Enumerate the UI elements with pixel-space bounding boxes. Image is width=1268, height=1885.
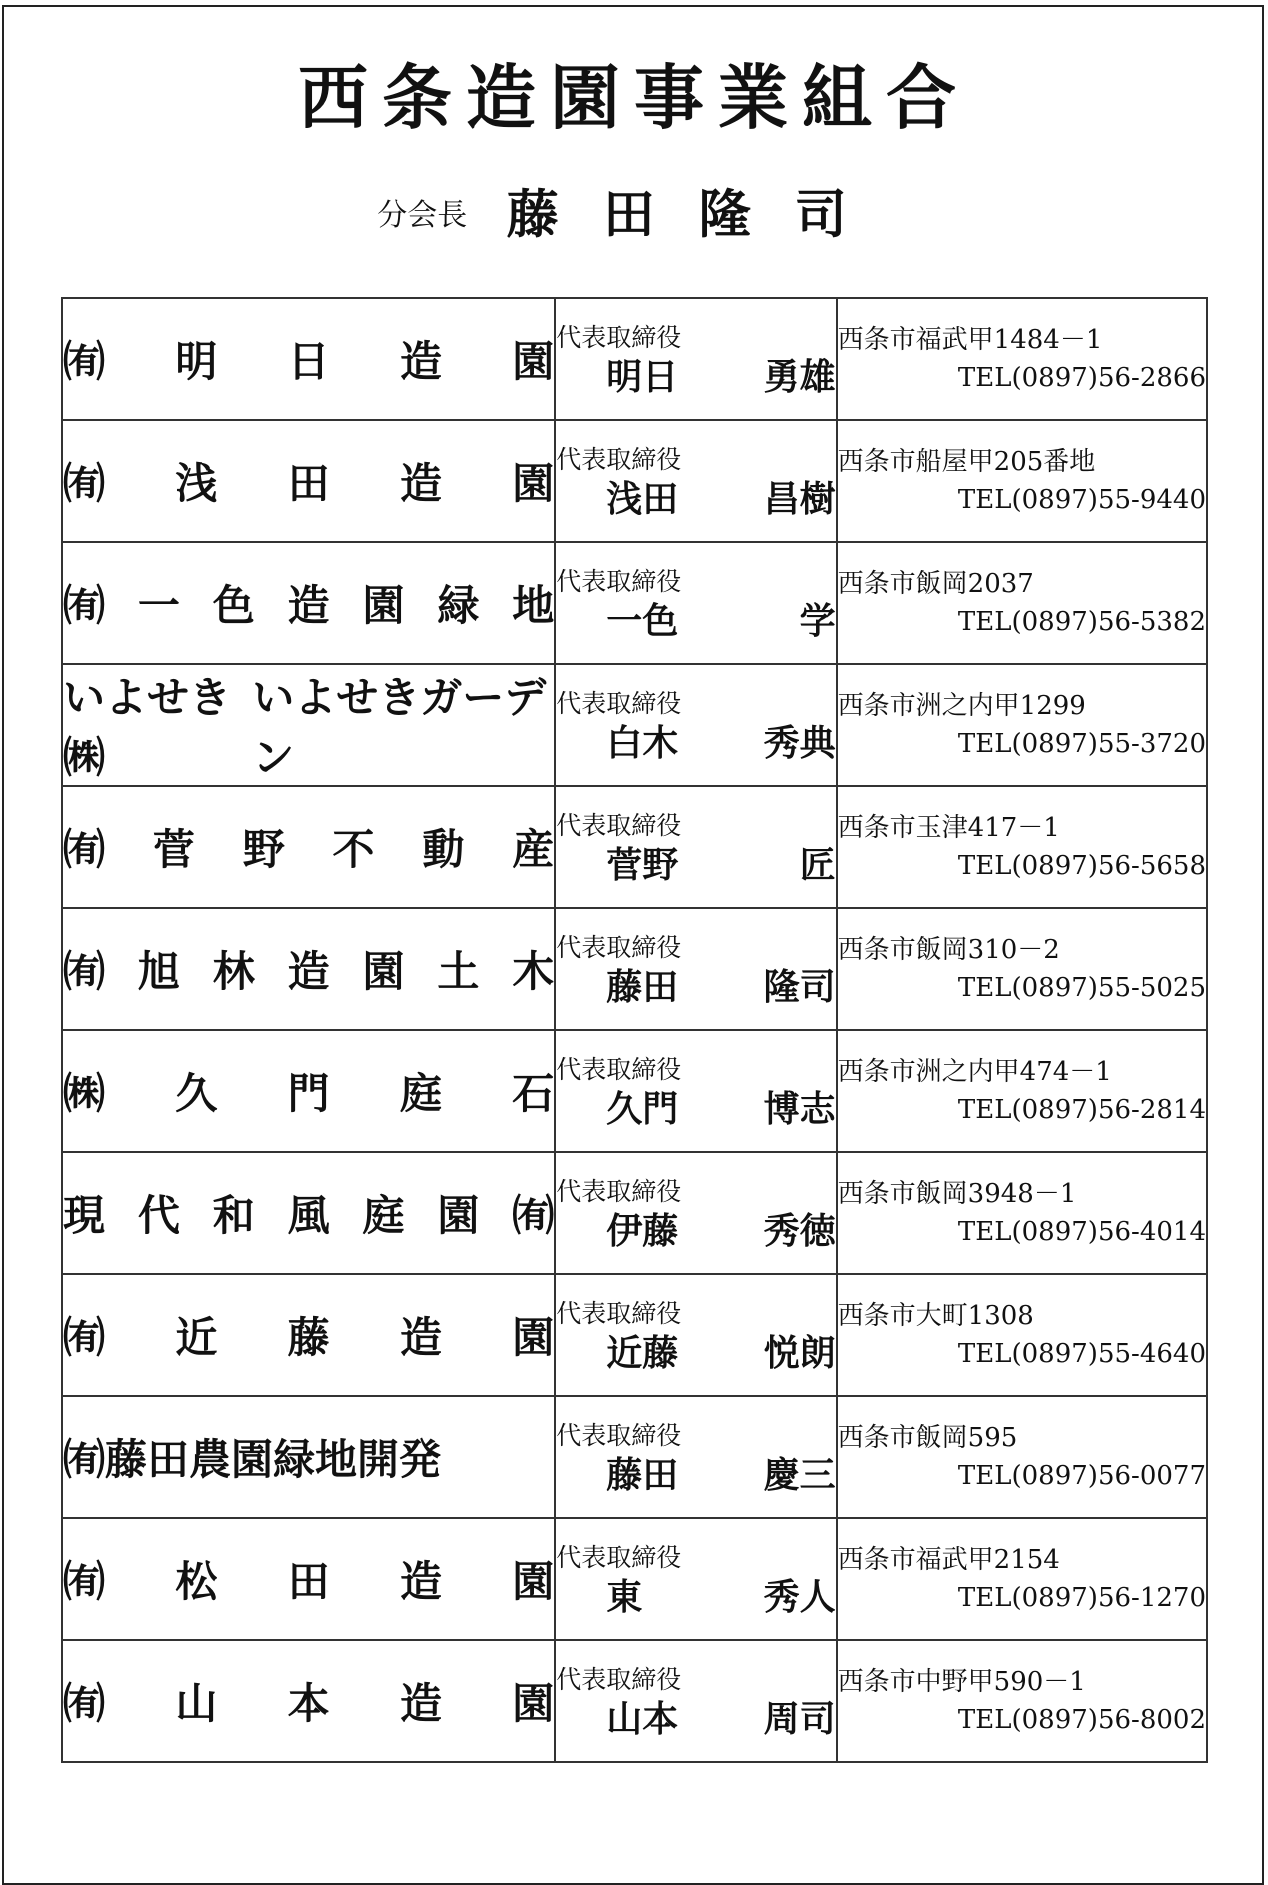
member-row	[62, 420, 1207, 542]
rep-given-name: 秀典	[763, 722, 836, 764]
address: 西条市飯岡595	[837, 1423, 1018, 1453]
company-name-part: 野	[242, 825, 285, 874]
rep-given-name: 昌樹	[763, 478, 836, 520]
contact	[837, 1152, 1207, 1274]
contact	[837, 786, 1207, 908]
address: 西条市福武甲1484－1	[837, 325, 1103, 355]
contact	[837, 298, 1207, 420]
company-name-part: 旭	[137, 947, 180, 996]
address: 西条市飯岡310－2	[837, 935, 1060, 965]
address: 西条市中野甲590－1	[837, 1667, 1086, 1697]
telephone: TEL(0897)56-0077	[957, 1461, 1206, 1491]
rep-name	[556, 1210, 835, 1252]
company-name-part: 土	[437, 947, 480, 996]
company-name-part: 不	[332, 825, 375, 874]
rep-title: 代表取締役	[556, 323, 682, 352]
rep-given-name: 慶三	[763, 1454, 836, 1496]
company-name-part: ㈲	[63, 1679, 106, 1728]
rep-title: 代表取締役	[556, 689, 682, 718]
member-row	[62, 786, 1207, 908]
rep-family-name: 明日	[606, 356, 679, 398]
company-name-part: 菅	[152, 825, 195, 874]
company-name-part: ㈲	[63, 1313, 106, 1362]
company-name-part: 地	[512, 581, 555, 630]
company-name-part: 日	[287, 337, 330, 386]
rep-title: 代表取締役	[556, 1299, 682, 1328]
address: 西条市洲之内甲1299	[837, 691, 1086, 721]
company-name-part: 動	[422, 825, 465, 874]
company-name-part: 産	[512, 825, 555, 874]
contact	[837, 420, 1207, 542]
address: 西条市玉津417－1	[837, 813, 1060, 843]
contact	[837, 1640, 1207, 1762]
company-name-part: いよせき㈱	[63, 673, 232, 782]
rep-family-name: 一色	[606, 600, 679, 642]
company-name-part: 田	[287, 459, 330, 508]
rep-title: 代表取締役	[556, 1177, 682, 1206]
rep-name	[556, 356, 835, 398]
company-name-part: 本	[287, 1679, 330, 1728]
company-name-part: 和	[212, 1191, 255, 1240]
representative	[555, 542, 836, 664]
company-name-part: 園	[512, 459, 555, 508]
company-name-part: 現	[63, 1191, 106, 1240]
chair-name: 藤田隆司	[506, 184, 891, 246]
representative	[555, 298, 836, 420]
rep-title: 代表取締役	[556, 567, 682, 596]
representative	[555, 1396, 836, 1518]
contact	[837, 1030, 1207, 1152]
representative	[555, 908, 836, 1030]
member-row	[62, 1030, 1207, 1152]
rep-title: 代表取締役	[556, 1665, 682, 1694]
contact	[837, 1274, 1207, 1396]
company-name	[62, 786, 555, 908]
representative	[555, 1152, 836, 1274]
company-name	[62, 1030, 555, 1152]
contact	[837, 542, 1207, 664]
company-name-part: 色	[212, 581, 255, 630]
telephone: TEL(0897)55-5025	[957, 973, 1206, 1003]
member-row	[62, 1274, 1207, 1396]
company-name-part: 木	[512, 947, 555, 996]
page-title: 西条造園事業組合	[298, 56, 970, 139]
telephone: TEL(0897)55-9440	[957, 485, 1206, 515]
rep-title: 代表取締役	[556, 445, 682, 474]
chairperson	[0, 185, 1268, 246]
company-name	[62, 908, 555, 1030]
rep-given-name: 学	[799, 600, 836, 642]
rep-family-name: 伊藤	[606, 1210, 679, 1252]
rep-family-name: 藤田	[606, 1454, 679, 1496]
company-name-part: 浅	[175, 459, 218, 508]
rep-given-name: 悦朗	[763, 1332, 836, 1374]
company-name-part: 庭	[399, 1069, 442, 1118]
contact	[837, 908, 1207, 1030]
company-name-part: 庭	[362, 1191, 405, 1240]
telephone: TEL(0897)56-5658	[957, 851, 1206, 881]
rep-family-name: 藤田	[606, 966, 679, 1008]
rep-name	[556, 1698, 835, 1740]
telephone: TEL(0897)56-5382	[957, 607, 1206, 637]
member-directory	[61, 297, 1208, 1763]
member-row	[62, 298, 1207, 420]
telephone: TEL(0897)56-2814	[957, 1095, 1206, 1125]
company-name-part: 園	[512, 1679, 555, 1728]
rep-family-name: 久門	[606, 1088, 679, 1130]
company-name	[62, 420, 555, 542]
company-name-part: 久	[175, 1069, 218, 1118]
rep-family-name: 東	[606, 1576, 643, 1618]
company-name-part: 園	[362, 947, 405, 996]
rep-title: 代表取締役	[556, 1421, 682, 1450]
company-name-part: ㈲藤田農園緑地開発	[63, 1435, 442, 1484]
telephone: TEL(0897)56-4014	[957, 1217, 1206, 1247]
rep-family-name: 白木	[606, 722, 679, 764]
rep-given-name: 秀人	[763, 1576, 836, 1618]
telephone: TEL(0897)56-1270	[957, 1583, 1206, 1613]
chair-role: 分会長	[377, 197, 468, 233]
company-name	[62, 542, 555, 664]
company-name-part: ㈲	[63, 581, 106, 630]
company-name-part: 田	[287, 1557, 330, 1606]
member-row	[62, 1152, 1207, 1274]
company-name-part: ㈲	[63, 459, 106, 508]
rep-name	[556, 478, 835, 520]
telephone: TEL(0897)55-3720	[957, 729, 1206, 759]
rep-family-name: 山本	[606, 1698, 679, 1740]
representative	[555, 1518, 836, 1640]
company-name	[62, 298, 555, 420]
rep-name	[556, 966, 835, 1008]
company-name-part: ㈱	[63, 1069, 106, 1118]
company-name-part: 園	[512, 1557, 555, 1606]
company-name-part: ㈲	[512, 1191, 555, 1240]
rep-given-name: 匠	[799, 844, 836, 886]
company-name-part: 造	[399, 459, 442, 508]
company-name	[62, 1152, 555, 1274]
address: 西条市福武甲2154	[837, 1545, 1060, 1575]
address: 西条市大町1308	[837, 1301, 1034, 1331]
company-name-part: 園	[512, 337, 555, 386]
rep-given-name: 隆司	[763, 966, 836, 1008]
company-name-part: 山	[175, 1679, 218, 1728]
rep-given-name: 博志	[763, 1088, 836, 1130]
rep-name	[556, 1332, 835, 1374]
contact	[837, 1518, 1207, 1640]
member-row	[62, 1640, 1207, 1762]
company-name-part: 近	[175, 1313, 218, 1362]
representative	[555, 1274, 836, 1396]
company-name-part: 代	[137, 1191, 180, 1240]
company-name	[62, 1396, 555, 1518]
company-name-part: 林	[212, 947, 255, 996]
company-name-part: 造	[287, 581, 330, 630]
company-name-part: いよせきガーデン	[252, 673, 547, 782]
telephone: TEL(0897)56-2866	[957, 363, 1206, 393]
company-name-part: 造	[399, 337, 442, 386]
address: 西条市飯岡2037	[837, 569, 1034, 599]
company-name-part: 緑	[437, 581, 480, 630]
company-name-part: 風	[287, 1191, 330, 1240]
representative	[555, 420, 836, 542]
contact	[837, 1396, 1207, 1518]
member-row	[62, 908, 1207, 1030]
telephone: TEL(0897)56-8002	[957, 1705, 1206, 1735]
company-name-part: 一	[137, 581, 180, 630]
member-row	[62, 542, 1207, 664]
company-name-part: 明	[175, 337, 218, 386]
company-name-part: 造	[287, 947, 330, 996]
address: 西条市洲之内甲474－1	[837, 1057, 1112, 1087]
rep-title: 代表取締役	[556, 933, 682, 962]
rep-given-name: 周司	[763, 1698, 836, 1740]
company-name-part: 園	[362, 581, 405, 630]
company-name	[62, 664, 555, 786]
company-name-part: 造	[399, 1679, 442, 1728]
rep-title: 代表取締役	[556, 811, 682, 840]
rep-name	[556, 1576, 835, 1618]
company-name-part: ㈲	[63, 1557, 106, 1606]
company-name-part: ㈲	[63, 947, 106, 996]
company-name-part: 藤	[287, 1313, 330, 1362]
rep-name	[556, 1454, 835, 1496]
company-name-part: 園	[437, 1191, 480, 1240]
rep-family-name: 近藤	[606, 1332, 679, 1374]
representative	[555, 786, 836, 908]
member-row	[62, 664, 1207, 786]
company-name-part: ㈲	[63, 825, 106, 874]
company-name-part: ㈲	[63, 337, 106, 386]
representative	[555, 664, 836, 786]
rep-title: 代表取締役	[556, 1055, 682, 1084]
member-row	[62, 1518, 1207, 1640]
company-name-part: 造	[399, 1557, 442, 1606]
member-row	[62, 1396, 1207, 1518]
rep-family-name: 浅田	[606, 478, 679, 520]
address: 西条市船屋甲205番地	[837, 447, 1096, 477]
rep-name	[556, 600, 835, 642]
rep-title: 代表取締役	[556, 1543, 682, 1572]
company-name	[62, 1274, 555, 1396]
company-name	[62, 1640, 555, 1762]
rep-given-name: 秀徳	[763, 1210, 836, 1252]
company-name-part: 門	[287, 1069, 330, 1118]
telephone: TEL(0897)55-4640	[957, 1339, 1206, 1369]
representative	[555, 1640, 836, 1762]
address: 西条市飯岡3948－1	[837, 1179, 1077, 1209]
company-name	[62, 1518, 555, 1640]
rep-name	[556, 1088, 835, 1130]
rep-family-name: 菅野	[606, 844, 679, 886]
rep-given-name: 勇雄	[763, 356, 836, 398]
company-name-part: 石	[512, 1069, 555, 1118]
rep-name	[556, 722, 835, 764]
representative	[555, 1030, 836, 1152]
rep-name	[556, 844, 835, 886]
company-name-part: 園	[512, 1313, 555, 1362]
company-name-part: 造	[399, 1313, 442, 1362]
company-name-part: 松	[175, 1557, 218, 1606]
contact	[837, 664, 1207, 786]
